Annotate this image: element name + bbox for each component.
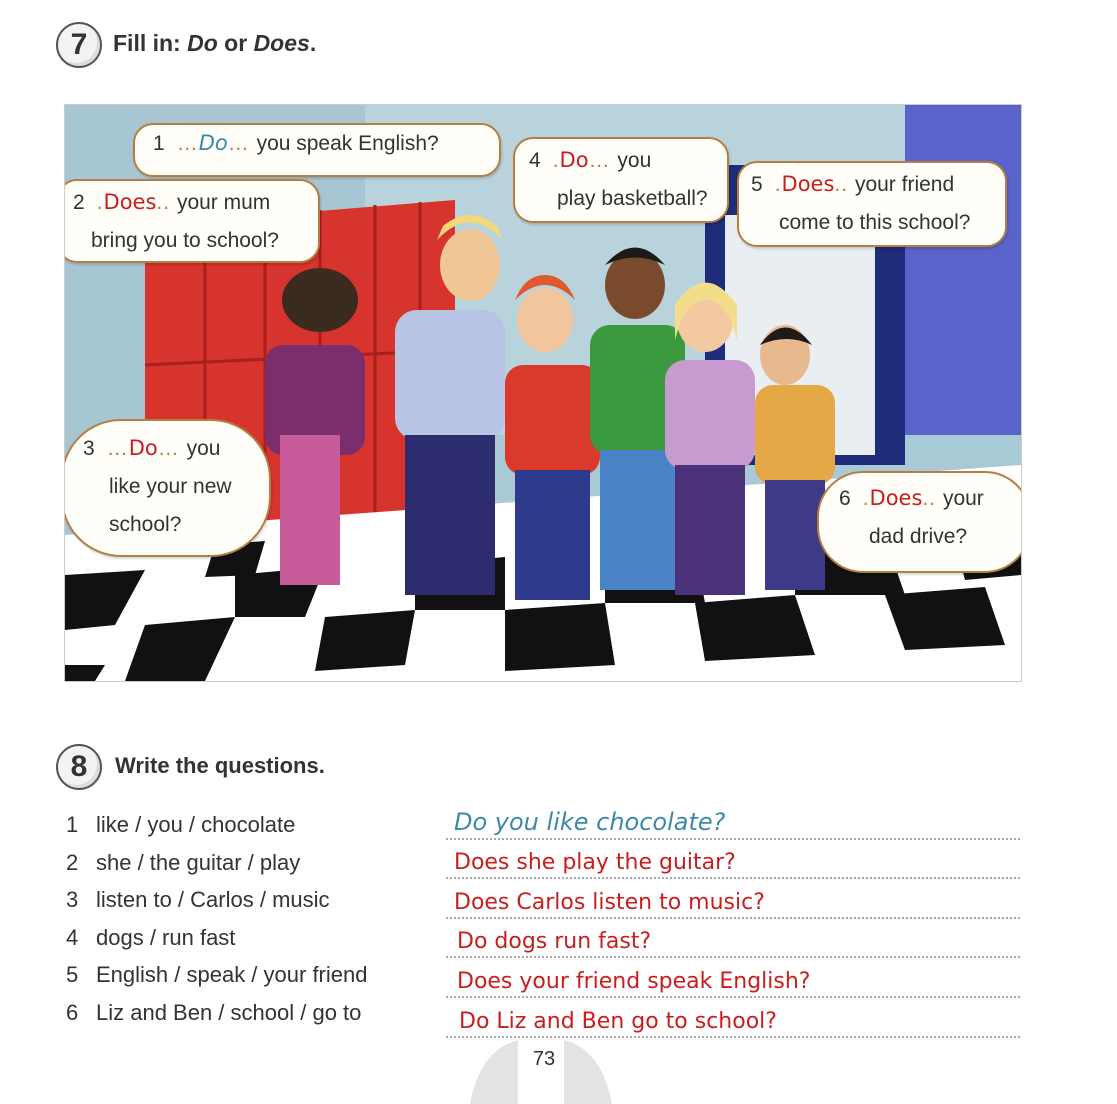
answer-line-4[interactable]: [446, 919, 1020, 959]
exercise-8-number: 8: [56, 744, 102, 790]
answer-line-5[interactable]: [446, 958, 1020, 998]
bubble-4-number: 4: [529, 149, 541, 172]
prompt-number: 5: [66, 962, 79, 988]
bubble-6-text-1: your: [942, 487, 984, 510]
speech-bubble-1: 1 …Do… you speak English?: [133, 123, 501, 177]
answer-lines: [446, 800, 1020, 1038]
bubble-6-text-2: dad drive?: [869, 525, 968, 548]
speech-bubble-3: 3 …Do… you like your new school?: [64, 419, 271, 557]
speech-bubble-2: 2 .Does.. your mum bring you to school?: [64, 179, 320, 263]
speech-bubble-5: 5 .Does.. your friend come to this school?: [737, 161, 1007, 247]
bubble-6-answer: Does: [869, 486, 923, 510]
prompt-item: [66, 844, 367, 882]
prompt-list: [66, 806, 367, 1032]
answer-line-3[interactable]: [446, 879, 1020, 919]
title-prefix: Fill in:: [113, 30, 188, 56]
prompt-text: she / the guitar / play: [96, 849, 301, 875]
bubble-5-answer: Does: [781, 172, 835, 196]
exercise-7-title: [113, 30, 316, 57]
exercise-8-title: Write the questions.: [115, 753, 325, 778]
answer-text-2: Does she play the guitar?: [454, 850, 736, 876]
bubble-3-number: 3: [83, 437, 95, 460]
prompt-text: English / speak / your friend: [96, 962, 368, 988]
speech-bubble-4: 4 .Do… you play basketball?: [513, 137, 729, 223]
bubble-4-text-2: play basketball?: [557, 187, 708, 210]
bubble-5-text-1: your friend: [854, 173, 955, 196]
prompt-text: listen to / Carlos / music: [96, 887, 330, 913]
bubble-3-text-2: like your new: [109, 475, 232, 498]
bubble-6-number: 6: [839, 487, 851, 510]
answer-text-4: Do dogs run fast?: [457, 929, 652, 955]
bubble-2-text-1: your mum: [176, 191, 271, 214]
title-do: Do: [187, 30, 218, 56]
prompt-item: [66, 956, 367, 994]
answer-line-1[interactable]: [446, 800, 1020, 840]
bubble-5-text-2: come to this school?: [779, 211, 971, 234]
prompt-text: dogs / run fast: [96, 924, 236, 950]
bubble-3-text-3: school?: [109, 513, 182, 536]
bubble-2-text-2: bring you to school?: [91, 229, 279, 252]
bubble-1-answer: Do: [198, 131, 228, 155]
title-or: or: [217, 30, 254, 56]
bubble-2-answer: Does: [103, 190, 157, 214]
prompt-number: 3: [66, 887, 79, 913]
page-number: 73: [532, 1048, 556, 1070]
bubble-2-number: 2: [73, 191, 85, 214]
speech-bubble-6: 6 .Does.. your dad drive?: [817, 471, 1022, 573]
prompt-number: 4: [66, 924, 79, 950]
prompt-number: 2: [66, 849, 79, 875]
answer-line-2[interactable]: [446, 840, 1020, 880]
prompt-text: like / you / chocolate: [96, 812, 296, 837]
bubble-1-number: 1: [153, 132, 165, 155]
bubble-4-answer: Do: [559, 148, 589, 172]
answer-text-1: Do you like chocolate?: [454, 807, 726, 836]
prompt-item: [66, 919, 367, 957]
prompt-item: [66, 994, 367, 1032]
bubble-3-text-1: you: [186, 437, 221, 460]
prompt-item: [66, 806, 367, 844]
prompt-number: 1: [66, 812, 79, 837]
bubble-3-answer: Do: [128, 436, 158, 460]
prompt-number: 6: [66, 999, 79, 1025]
answer-text-6: Do Liz and Ben go to school?: [459, 1008, 777, 1034]
bubble-4-text-1: you: [617, 149, 652, 172]
bubble-5-number: 5: [751, 173, 763, 196]
exercise-7-number: 7: [56, 22, 102, 68]
prompt-item: [66, 881, 367, 919]
title-end: .: [309, 30, 317, 56]
title-does: Does: [253, 30, 310, 56]
answer-text-5: Does your friend speak English?: [457, 968, 811, 994]
bubble-1-text: you speak English?: [256, 132, 439, 155]
school-corridor-illustration: [64, 104, 1022, 682]
answer-text-3: Does Carlos listen to music?: [454, 889, 765, 915]
prompt-text: Liz and Ben / school / go to: [96, 999, 362, 1025]
